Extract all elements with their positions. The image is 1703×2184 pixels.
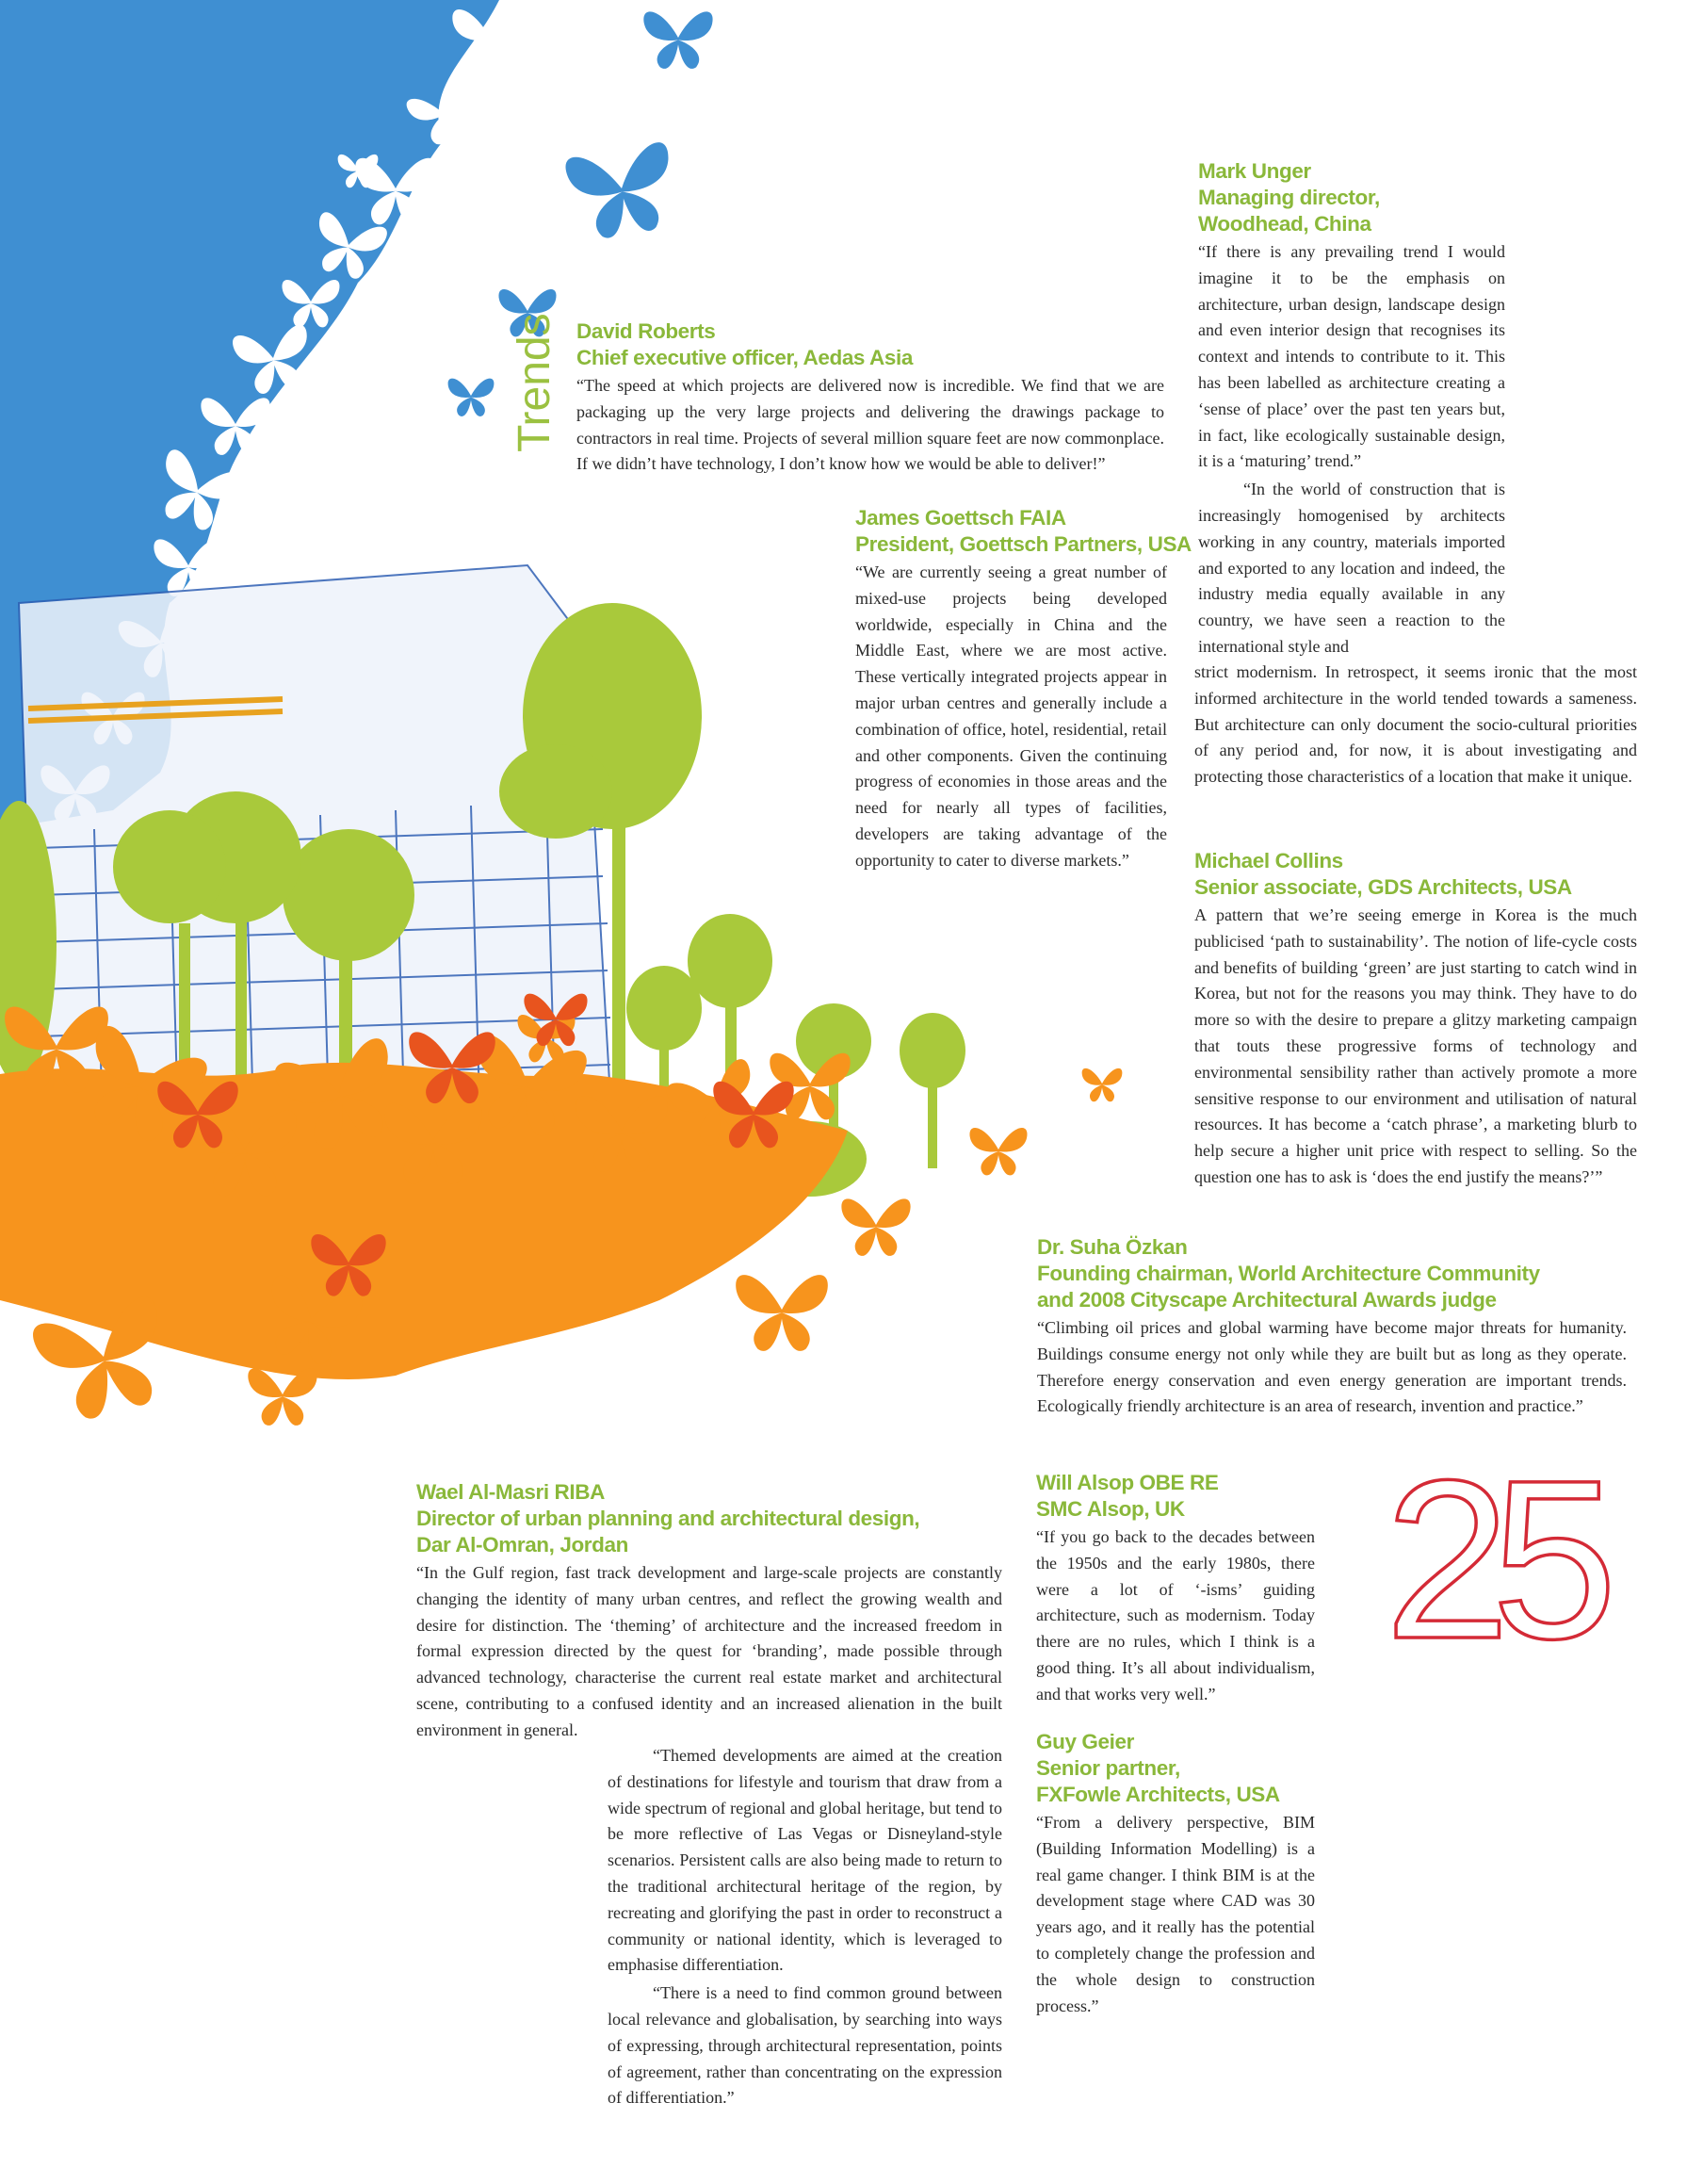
contributor-name: James Goettsch FAIA [855,506,1066,530]
contributor-heading [1036,1729,1315,1808]
quote-paragraph: “From a delivery perspective, BIM (Building Information Modelling) is a real game changer. I think BIM is at the development stage where CAD was 30 years ago, and it really has the potential to completely change the profession and the whole design to construction process.” [1036,1813,1315,2015]
contributor-mark-unger-continued [1194,658,1637,790]
contributor-heading [1198,158,1505,237]
contributor-heading [416,1479,1002,1558]
contributor-suha-ozkan [1037,1234,1627,1420]
quote-paragraph: “Themed developments are aimed at the creation of destinations for lifestyle and tourism that draw from a wide spectrum of regional and global heritage, but tend to be more reflective of Las Vegas or Disneyland-style scenarios. Persistent calls are also being made to return to the traditional architectural heritage of the region, by recreating and glorifying the past in order to reconstruct a community or national identity, which is leveraged to emphasise differentiation. [608,1746,1002,1975]
contributor-name: David Roberts [576,319,716,343]
contributor-name: Mark Unger [1198,159,1311,183]
contributor-role: Founding chairman, World Architecture Community [1037,1262,1540,1285]
contributor-role: Managing director, [1198,186,1380,209]
contributor-role: SMC Alsop, UK [1036,1497,1185,1521]
quote-paragraph: “In the world of construction that is increasingly homogenised by architects working in any country, materials imported and exported to any location and indeed, the industry media equally available in any country, we have seen a reaction to the international style and [1198,480,1505,656]
contributor-role: Senior associate, GDS Architects, USA [1194,875,1572,899]
quote-paragraph: “In the Gulf region, fast track development and large-scale projects are constantly changing the identity of many urban centres, and reflect the growing wealth and desire for distinction. The ‘theming’ of architecture and the increased freedom in formal expression directed by the quest for ‘branding’, made possible through advanced technology, characterise the current real estate market and architectural scene, contributing to a confused identity and an increased alienation in the built environment in general. [416,1563,1002,1739]
contributor-david-roberts [576,318,1164,478]
contributor-guy-geier [1036,1729,1315,2019]
contributor-name: Will Alsop OBE RE [1036,1471,1219,1494]
contributor-name: Dr. Suha Özkan [1037,1235,1188,1259]
page-number-text: 25 [1385,1470,1598,1658]
quote-paragraph: “Climbing oil prices and global warming have become major threats for humanity. Buildings consume energy not only while they are built but as long as they operate. Therefore energy conservation and even energy generation are important trends. Ecologically friendly architecture is an area of research, invention and practice.” [1037,1318,1627,1416]
contributor-wael-al-masri [416,1479,1002,1744]
contributor-role: FXFowle Architects, USA [1036,1783,1280,1806]
section-title-text: Trends [510,313,560,452]
contributor-james-goettsch [855,505,1192,874]
contributor-role: Dar Al-Omran, Jordan [416,1533,628,1557]
quote-paragraph: “The speed at which projects are delivered now is incredible. We find that we are packaging up the very large projects and delivering the drawings package to contractors in real time. Projects of several million square feet are now commonplace. If we didn’t have technology, I don’t know how we would be able to deliver!” [576,376,1164,474]
contributor-will-alsop [1036,1470,1315,1708]
contributor-heading [576,318,1164,371]
contributor-role: Chief executive officer, Aedas Asia [576,346,913,369]
quote-paragraph: “If you go back to the decades between the 1950s and the early 1980s, there were a lot of ‘-isms’ guiding architecture, such as modernism. Today there are no rules, which I think is a good thing. It’s all about individualism, and that works very well.” [1036,1527,1315,1703]
contributor-mark-unger [1198,158,1505,660]
quote-paragraph: strict modernism. In retrospect, it seems ironic that the most informed architecture in the world tended towards a sameness. But architecture can only document the socio-cultural priorities of any period and, for now, it is about investigating and protecting those characteristics of a location that make it unique. [1194,662,1637,787]
quote-paragraph: A pattern that we’re seeing emerge in Korea is the much publicised ‘path to sustainability’. The notion of life-cycle costs and benefits of building ‘green’ are just starting to catch wind in Korea, but not for the reasons you may think. They have to do more so with the desire to prepare a glitzy marketing campaign that touts these progressive forms of technology and environmental sensibility rather than actively promote a more sensitive response to our environment and utilisation of natural resources. It has become a ‘catch phrase’, a marketing blurb to help secure a higher unit price with respect to selling. So the question one has to ask is ‘does the end justify the means?’” [1194,905,1637,1186]
quote-paragraph: “We are currently seeing a great number of mixed-use projects being developed worldwide, especially in China and the Middle East, where we are most active. These vertically integrated projects appear in major urban centres and generally include a combination of office, hotel, residential, retail and other components. Given the continuing progress of economies in those areas and the need for nearly all types of facilities, developers are taking advantage of the opportunity to cater to diverse markets.” [855,562,1167,870]
contributor-michael-collins [1194,848,1637,1191]
quote-paragraph: “If there is any prevailing trend I would imagine it to be the emphasis on architecture, urban design, landscape design and even interior design that recognises its context and intends to contribute to it. This has been labelled as architecture creating a ‘sense of place’ over the past ten years but, in fact, like ecologically sustainable design, it is a ‘maturing’ trend.” [1198,242,1505,471]
contributor-role: and 2008 Cityscape Architectural Awards judge [1037,1288,1497,1312]
contributor-heading [855,505,1192,558]
page-number [1385,1470,1611,1658]
contributor-name: Wael Al-Masri RIBA [416,1480,605,1504]
contributor-heading [1194,848,1637,901]
contributor-wael-al-masri-continued [608,1741,1002,2111]
contributor-heading [1037,1234,1627,1313]
contributor-name: Michael Collins [1194,849,1343,872]
contributor-role: Senior partner, [1036,1756,1180,1780]
contributor-role: Woodhead, China [1198,212,1371,236]
contributor-role: President, Goettsch Partners, USA [855,532,1192,556]
contributor-role: Director of urban planning and architectural design, [416,1507,920,1530]
contributor-heading [1036,1470,1315,1523]
contributor-name: Guy Geier [1036,1730,1134,1753]
quote-paragraph: “There is a need to find common ground between local relevance and globalisation, by searching into ways of expressing, through architectural representation, points of agreement, rather than concentrating on the expression of differentiation.” [608,1983,1002,2108]
